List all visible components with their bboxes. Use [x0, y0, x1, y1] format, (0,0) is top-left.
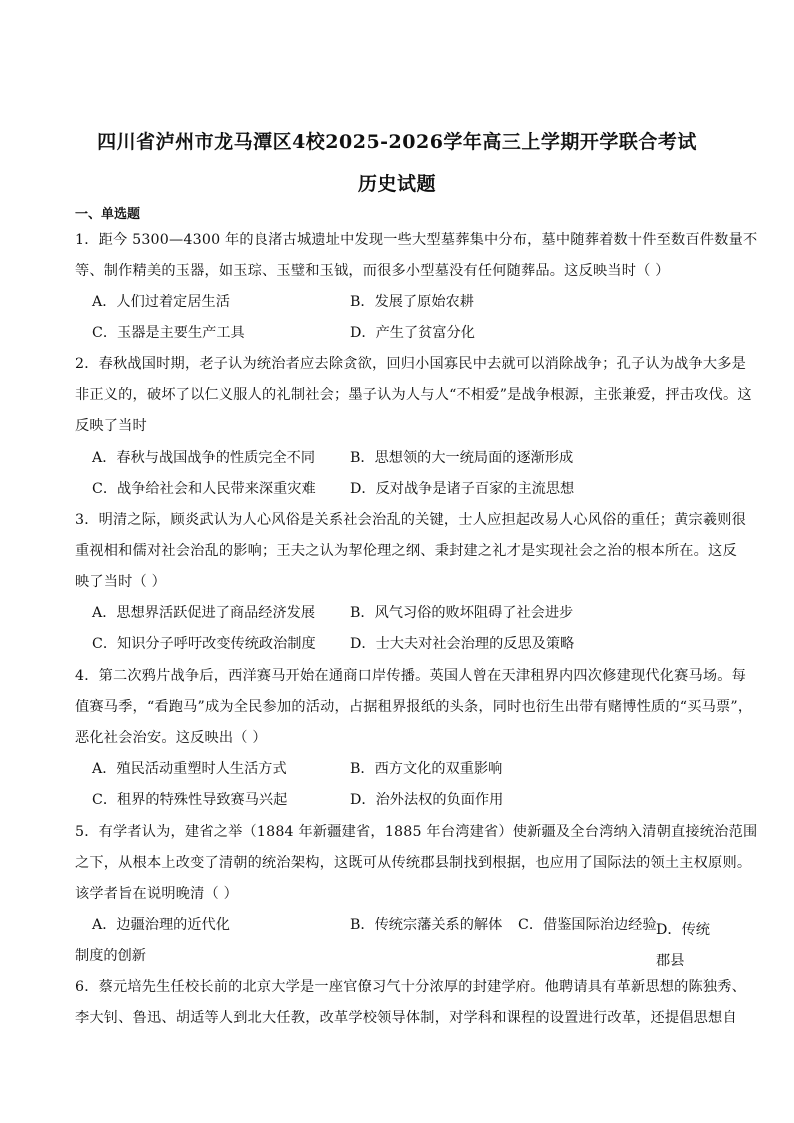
question-5-option-d-wrap — [75, 946, 146, 966]
question-3-option-c: C．知识分子呼吁改变传统政治制度 — [92, 636, 316, 652]
question-4-line-1: 4．第二次鸦片战争后，西洋赛马开始在通商口岸传播。英国人曾在天津租界内四次修建现代化赛马场。每 — [75, 668, 747, 684]
question-6-line-2: 李大钊、鲁迅、胡适等人到北大任教，改革学校领导体制，对学科和课程的设置进行改革，还提倡思想自 — [75, 1010, 737, 1026]
question-2-line-2: 非正义的，破坏了以仁义服人的礼制社会；墨子认为人与人“不相爱”是战争根源，主张兼爱，抨击攻伐。这 — [75, 387, 752, 403]
question-5-option-d-part-1: D．传统郡县 — [656, 922, 710, 969]
question-2-line-1: 2．春秋战国时期，老子认为统治者应去除贪欲，回归小国寡民中去就可以消除战争；孔子认为战争大多是 — [75, 356, 747, 372]
question-1-option-b: B．发展了原始农耕 — [350, 294, 474, 310]
question-1-line-2: 等、制作精美的玉器，如玉琮、玉璧和玉钺，而很多小型墓没有任何随葬品。这反映当时（ ） — [75, 263, 670, 279]
question-5-line-2: 之下，从根本上改变了清朝的统治架构，这既可从传统郡县制找到根据，也应用了国际法的领土主权原则。 — [75, 855, 752, 871]
question-4-option-a: A．殖民活动重塑时人生活方式 — [92, 761, 287, 777]
question-3-option-b: B．风气习俗的败坏阻碍了社会进步 — [350, 605, 574, 621]
question-4-option-b: B．西方文化的双重影响 — [350, 761, 503, 777]
question-3-option-a: A．思想界活跃促进了商品经济发展 — [92, 605, 316, 621]
question-5-line-1: 5．有学者认为，建省之举（1884 年新疆建省，1885 年台湾建省）使新疆及全台湾纳入清朝直接统治范围 — [75, 824, 758, 840]
question-5-option-d-head — [656, 915, 724, 977]
question-4-line-3: 恶化社会治安。这反映出（ ） — [75, 730, 267, 746]
question-5-option-b: B．传统宗藩关系的解体 — [350, 917, 503, 933]
question-1-option-d: D．产生了贫富分化 — [350, 325, 475, 341]
question-5-line-3: 该学者旨在说明晚清（ ） — [75, 886, 238, 902]
question-1-option-a: A．人们过着定居生活 — [92, 294, 230, 310]
question-2-option-d: D．反对战争是诸子百家的主流思想 — [350, 481, 575, 497]
section-heading: 一、单选题 — [75, 207, 141, 222]
question-1-option-c: C．玉器是主要生产工具 — [92, 325, 245, 341]
question-2-option-a: A．春秋与战国战争的性质完全不同 — [92, 450, 316, 466]
question-5-option-d-part-2: 制度的创新 — [75, 948, 146, 964]
page-subtitle: 历史试题 — [357, 173, 436, 195]
question-2-option-b: B．思想领的大一统局面的逐渐形成 — [350, 450, 574, 466]
question-4-option-d: D．治外法权的负面作用 — [350, 792, 504, 808]
question-4-option-c: C．租界的特殊性导致赛马兴起 — [92, 792, 288, 808]
question-5-option-a: A．边疆治理的近代化 — [92, 917, 230, 933]
question-3-line-1: 3．明清之际，顾炎武认为人心风俗是关系社会治乱的关键，士人应担起改易人心风俗的重任；黄宗羲则很 — [75, 512, 747, 528]
question-3-line-2: 重视相和儒对社会治乱的影响；王夫之认为挈伦理之纲、秉封建之礼才是实现社会之治的根本所在。这反 — [75, 543, 737, 559]
question-2-option-c: C．战争给社会和人民带来深重灾难 — [92, 481, 316, 497]
question-1-line-1: 1．距今 5300—4300 年的良渚古城遗址中发现一些大型墓葬集中分布，墓中随葬着数十件至数百件数量不 — [75, 232, 758, 248]
question-4-line-2: 值赛马季，“看跑马”成为全民参加的活动，占据租界报纸的头条，同时也衍生出带有赌博性质的“买马票”， — [75, 699, 753, 715]
question-3-option-d: D．士大夫对社会治理的反思及策略 — [350, 636, 575, 652]
question-2-line-3: 反映了当时 — [75, 418, 147, 434]
page-title: 四川省泸州市龙马潭区4校2025-2026学年高三上学期开学联合考试 — [97, 131, 697, 153]
question-5-option-c: C．借鉴国际治边经验 — [518, 917, 657, 933]
question-6-line-1: 6．蔡元培先生任校长前的北京大学是一座官僚习气十分浓厚的封建学府。他聘请具有革新思想的陈独秀、 — [75, 979, 747, 995]
question-3-line-3: 映了当时（ ） — [75, 574, 167, 590]
